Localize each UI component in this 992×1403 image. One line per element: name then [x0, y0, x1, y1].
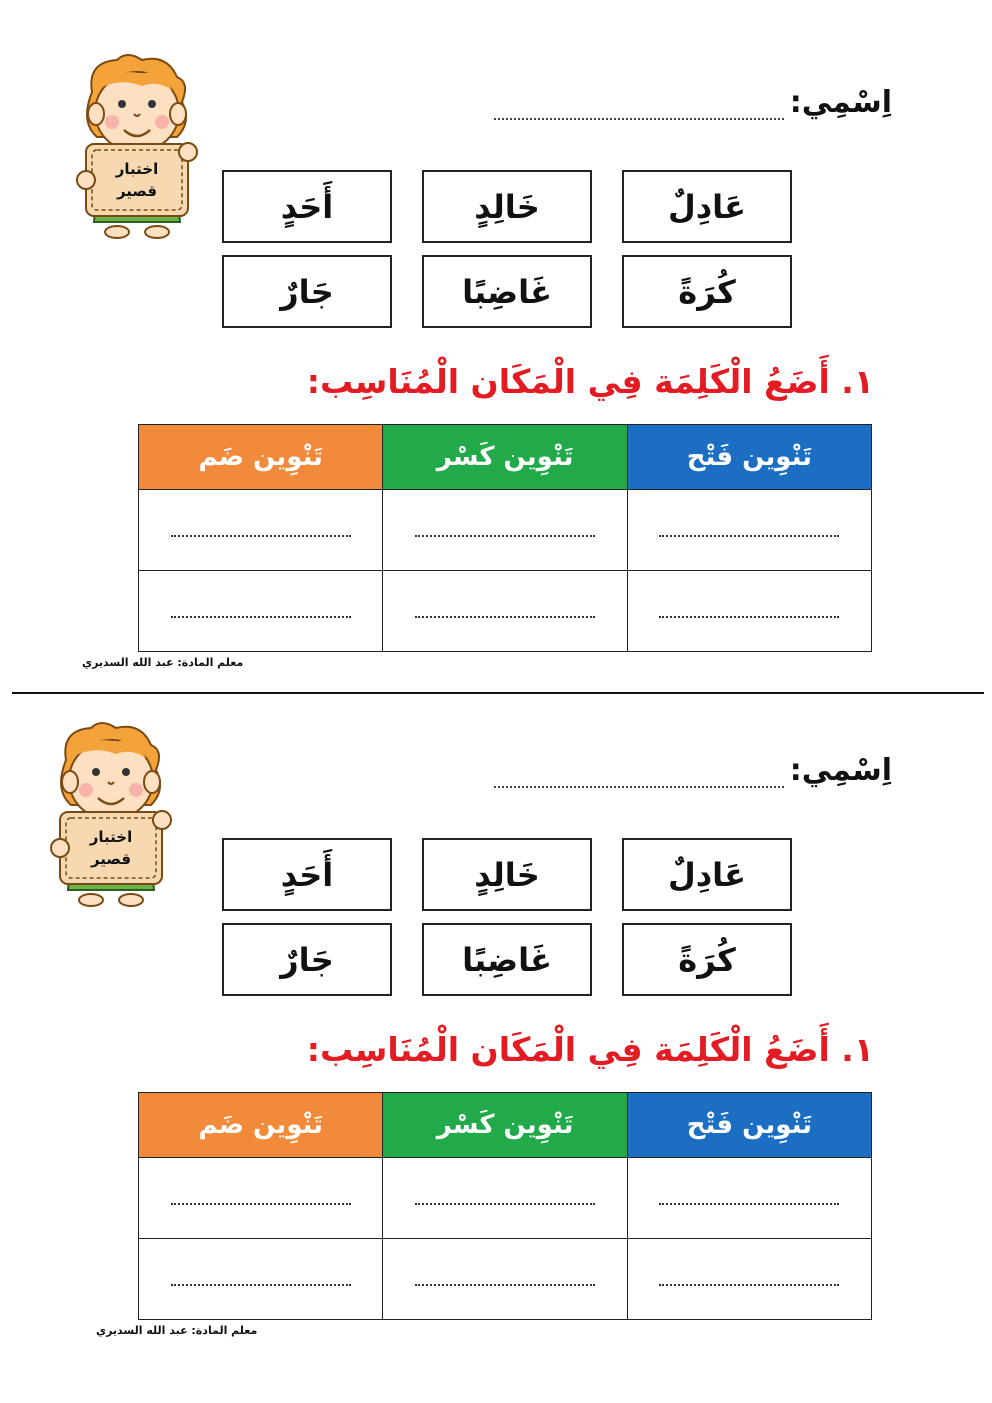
worksheet-bottom [0, 668, 992, 1348]
word-card: أَحَدٍ [222, 170, 392, 243]
answer-cell[interactable] [383, 571, 627, 652]
answer-cell[interactable] [627, 1158, 871, 1239]
answer-cell[interactable] [383, 1158, 627, 1239]
answer-line[interactable] [659, 600, 839, 618]
word-card: خَالِدٍ [422, 838, 592, 911]
column-header-kasr: تَنْوِين كَسْر [383, 1093, 627, 1158]
answer-cell[interactable] [627, 571, 871, 652]
answer-line[interactable] [659, 1268, 839, 1286]
word-card: عَادِلٌ [622, 170, 792, 243]
column-header-damm: تَنْوِين ضَم [139, 1093, 383, 1158]
badge-line-2: قصير [116, 182, 158, 200]
answer-line[interactable] [415, 1268, 595, 1286]
answer-line[interactable] [415, 519, 595, 537]
teacher-credit: معلم المادة: عبد الله السديري [82, 656, 244, 669]
answer-cell[interactable] [383, 490, 627, 571]
name-field [494, 753, 892, 788]
answer-line[interactable] [171, 600, 351, 618]
word-card: جَارٌ [222, 255, 392, 328]
column-header-kasr: تَنْوِين كَسْر [383, 425, 627, 490]
instruction-text: ١. أَضَعُ الْكَلِمَة فِي الْمَكَان الْمُنَاسِب: [306, 1030, 874, 1069]
name-label: اِسْمِي: [789, 753, 892, 788]
classification-table [138, 1092, 872, 1320]
column-header-damm: تَنْوِين ضَم [139, 425, 383, 490]
answer-cell[interactable] [139, 1239, 383, 1320]
answer-line[interactable] [415, 600, 595, 618]
word-card: عَادِلٌ [622, 838, 792, 911]
answer-cell[interactable] [139, 1158, 383, 1239]
boy-mascot-illustration [46, 720, 176, 910]
word-card: كُرَةً [622, 255, 792, 328]
name-input-line[interactable] [494, 758, 784, 788]
classification-table [138, 424, 872, 652]
answer-line[interactable] [171, 1187, 351, 1205]
answer-line[interactable] [171, 519, 351, 537]
word-card: جَارٌ [222, 923, 392, 996]
answer-cell[interactable] [383, 1239, 627, 1320]
name-field [494, 85, 892, 120]
word-card: غَاضِبًا [422, 255, 592, 328]
answer-line[interactable] [171, 1268, 351, 1286]
answer-cell[interactable] [139, 571, 383, 652]
teacher-credit: معلم المادة: عبد الله السديري [96, 1324, 258, 1337]
column-header-fath: تَنْوِين فَتْح [627, 425, 871, 490]
word-bank [220, 838, 792, 1000]
word-card: كُرَةً [622, 923, 792, 996]
word-bank [220, 170, 792, 332]
word-card: أَحَدٍ [222, 838, 392, 911]
word-card: غَاضِبًا [422, 923, 592, 996]
answer-line[interactable] [659, 519, 839, 537]
boy-mascot-illustration [72, 52, 202, 242]
name-label: اِسْمِي: [789, 85, 892, 120]
badge-line-2: قصير [90, 850, 132, 868]
badge-line-1: اختبار [115, 160, 159, 178]
badge-line-1: اختبار [89, 828, 133, 846]
instruction-text: ١. أَضَعُ الْكَلِمَة فِي الْمَكَان الْمُنَاسِب: [306, 362, 874, 401]
answer-line[interactable] [659, 1187, 839, 1205]
name-input-line[interactable] [494, 90, 784, 120]
column-header-fath: تَنْوِين فَتْح [627, 1093, 871, 1158]
answer-cell[interactable] [139, 490, 383, 571]
answer-cell[interactable] [627, 490, 871, 571]
answer-line[interactable] [415, 1187, 595, 1205]
worksheet-top [0, 0, 992, 680]
word-card: خَالِدٍ [422, 170, 592, 243]
answer-cell[interactable] [627, 1239, 871, 1320]
